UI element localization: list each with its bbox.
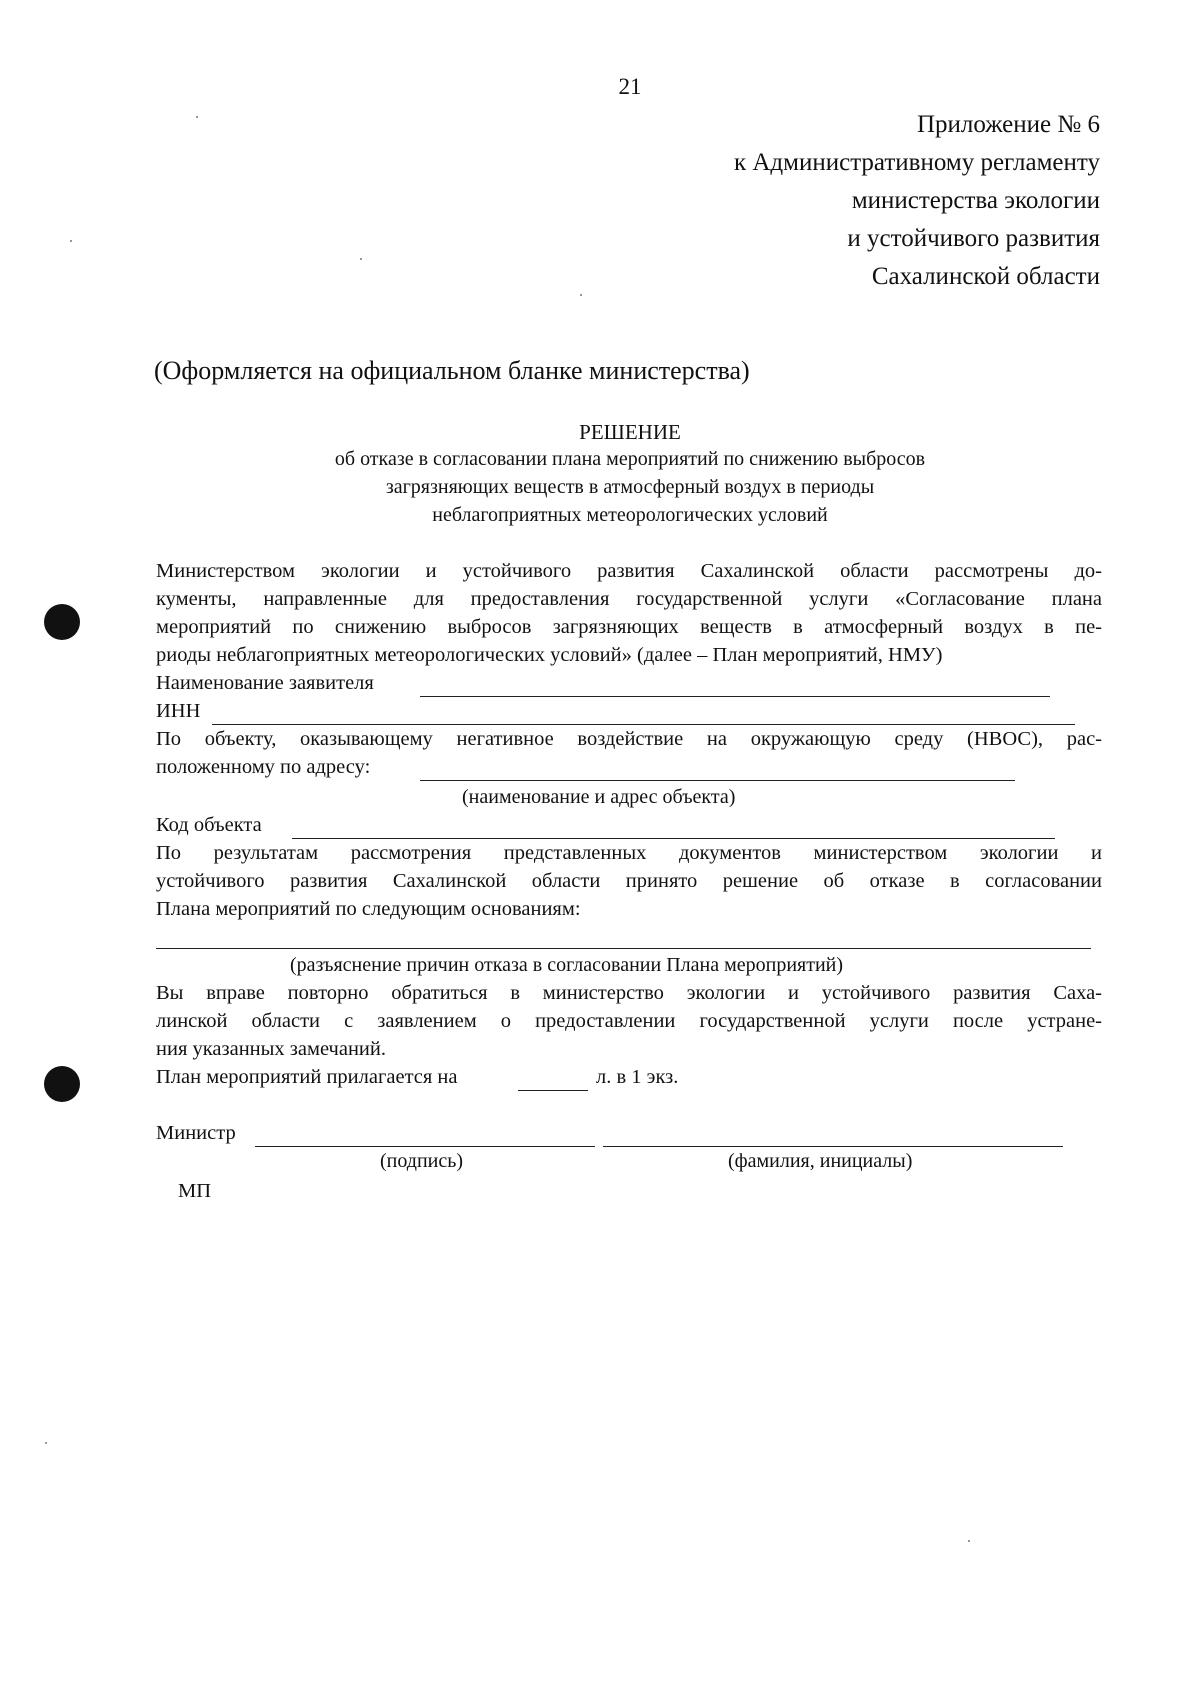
scan-speck-icon [196,116,198,118]
official-form-note: (Оформляется на официальном бланке министерства) [154,356,750,385]
result-text: Плана мероприятий по следующим основаниям: [156,898,581,920]
object-text: По объекту, оказывающему негативное воздействие на окружающую среду (НВОС), рас- [156,728,1102,750]
result-text: По результатам рассмотрения представленных документов министерством экологии и [156,842,1102,864]
result-text: устойчивого развития Сахалинской области принято решение об отказе в согласовании [156,870,1102,892]
punch-hole-icon [44,604,80,640]
intro-text: кументы, направленные для предоставления государственной услуги «Согласование плана [156,588,1102,610]
scan-speck-icon [580,294,582,296]
document-subtitle: неблагоприятных метеорологических условий [432,504,828,526]
page-number: 21 [618,74,642,99]
attachment-pages-field[interactable] [518,1070,588,1091]
scan-speck-icon [360,258,362,260]
object-code-field[interactable] [292,818,1055,839]
scan-speck-icon [70,240,72,242]
repeat-text: Вы вправе повторно обратиться в министерство экологии и устойчивого развития Саха- [156,982,1102,1004]
punch-hole-icon [44,1066,80,1102]
document-subtitle: загрязняющих веществ в атмосферный воздух в периоды [385,476,875,498]
appendix-line: и устойчивого развития [847,225,1100,252]
applicant-label: Наименование заявителя [156,672,374,694]
minister-label: Министр [156,1122,236,1144]
appendix-line: к Административному регламенту [733,149,1100,176]
object-address-field[interactable] [420,760,1015,781]
intro-text: Министерством экологии и устойчивого развития Сахалинской области рассмотрены до- [156,560,1102,582]
applicant-field[interactable] [420,676,1050,697]
appendix-line: Приложение № 6 [916,111,1100,138]
name-caption: (фамилия, инициалы) [728,1150,913,1172]
inn-label: ИНН [156,700,201,722]
signature-caption: (подпись) [380,1150,464,1172]
reason-field[interactable] [156,928,1091,949]
object-caption: (наименование и адрес объекта) [462,786,736,808]
scan-speck-icon [968,1540,970,1542]
attachment-prefix: План мероприятий прилагается на [156,1066,458,1088]
intro-text: мероприятий по снижению выбросов загрязняющих веществ в атмосферный воздух в пе- [156,616,1102,638]
appendix-line: Сахалинской области [871,263,1100,290]
inn-field[interactable] [212,704,1075,725]
reason-caption: (разъяснение причин отказа в согласовании Плана мероприятий) [290,954,844,976]
signature-field[interactable] [255,1126,595,1147]
stamp-place: МП [178,1180,212,1202]
name-field[interactable] [603,1126,1063,1147]
object-code-label: Код объекта [156,814,262,836]
document-title: РЕШЕНИЕ [579,420,681,444]
scan-speck-icon [45,1442,47,1444]
repeat-text: ния указанных замечаний. [156,1038,386,1060]
intro-text: риоды неблагоприятных метеорологических условий» (далее – План мероприятий, НМУ) [156,644,943,666]
repeat-text: линской области с заявлением о предоставлении государственной услуги после устране- [156,1010,1102,1032]
document-subtitle: об отказе в согласовании плана мероприятий по снижению выбросов [334,448,926,470]
attachment-suffix: л. в 1 экз. [596,1066,679,1088]
appendix-line: министерства экологии [851,187,1100,214]
object-text: положенному по адресу: [156,756,371,778]
